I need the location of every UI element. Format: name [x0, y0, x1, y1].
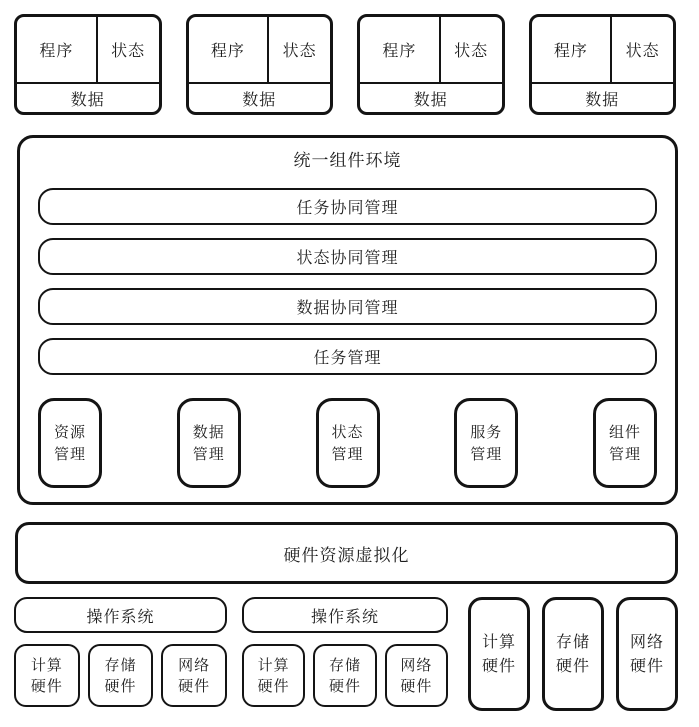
manager-box-status: 状态 管理 — [316, 398, 380, 488]
bare-hardware-box-network: 网络 硬件 — [616, 597, 678, 711]
component-card — [186, 14, 334, 115]
manager-box-data: 数据 管理 — [177, 398, 241, 488]
data-cell: 数据 — [17, 82, 159, 112]
bare-hardware-box-storage: 存储 硬件 — [542, 597, 604, 711]
status-cell: 状态 — [111, 41, 146, 60]
component-card-row — [14, 14, 676, 115]
layer-bar-task-coordination: 任务协同管理 — [38, 188, 657, 225]
hardware-box-network: 网络 硬件 — [385, 644, 448, 707]
status-cell: 状态 — [282, 41, 317, 60]
program-cell: 程序 — [189, 17, 270, 82]
data-cell: 数据 — [360, 82, 502, 112]
data-cell: 数据 — [532, 82, 674, 112]
env-layer-bars — [38, 188, 657, 375]
os-box: 操作系统 — [14, 597, 227, 633]
manager-box-service: 服务 管理 — [454, 398, 518, 488]
hardware-box-compute: 计算 硬件 — [14, 644, 80, 707]
os-cluster — [14, 597, 227, 712]
component-card — [357, 14, 505, 115]
data-cell: 数据 — [189, 82, 331, 112]
unified-env-box — [17, 135, 678, 505]
os-box: 操作系统 — [242, 597, 448, 633]
layer-bar-data-coordination: 数据协同管理 — [38, 288, 657, 325]
status-cell: 状态 — [454, 41, 489, 60]
hardware-layer-row — [14, 597, 679, 712]
hardware-box-network: 网络 硬件 — [161, 644, 227, 707]
os-cluster — [242, 597, 448, 712]
manager-box-component: 组件 管理 — [593, 398, 657, 488]
manager-box-row — [38, 398, 657, 488]
unified-env-title: 统一组件环境 — [293, 151, 402, 171]
layer-bar-status-coordination: 状态协同管理 — [38, 238, 657, 275]
program-cell: 程序 — [532, 17, 613, 82]
manager-box-resource: 资源 管理 — [38, 398, 102, 488]
hardware-box-compute: 计算 硬件 — [242, 644, 305, 707]
program-cell: 程序 — [17, 17, 98, 82]
status-cell: 状态 — [625, 41, 660, 60]
hardware-box-storage: 存储 硬件 — [313, 644, 376, 707]
layer-bar-task-management: 任务管理 — [38, 338, 657, 375]
component-card — [14, 14, 162, 115]
virtualization-band: 硬件资源虚拟化 — [15, 522, 678, 584]
bare-hardware-box-compute: 计算 硬件 — [468, 597, 530, 711]
program-cell: 程序 — [360, 17, 441, 82]
component-card — [529, 14, 677, 115]
hardware-box-storage: 存储 硬件 — [88, 644, 154, 707]
